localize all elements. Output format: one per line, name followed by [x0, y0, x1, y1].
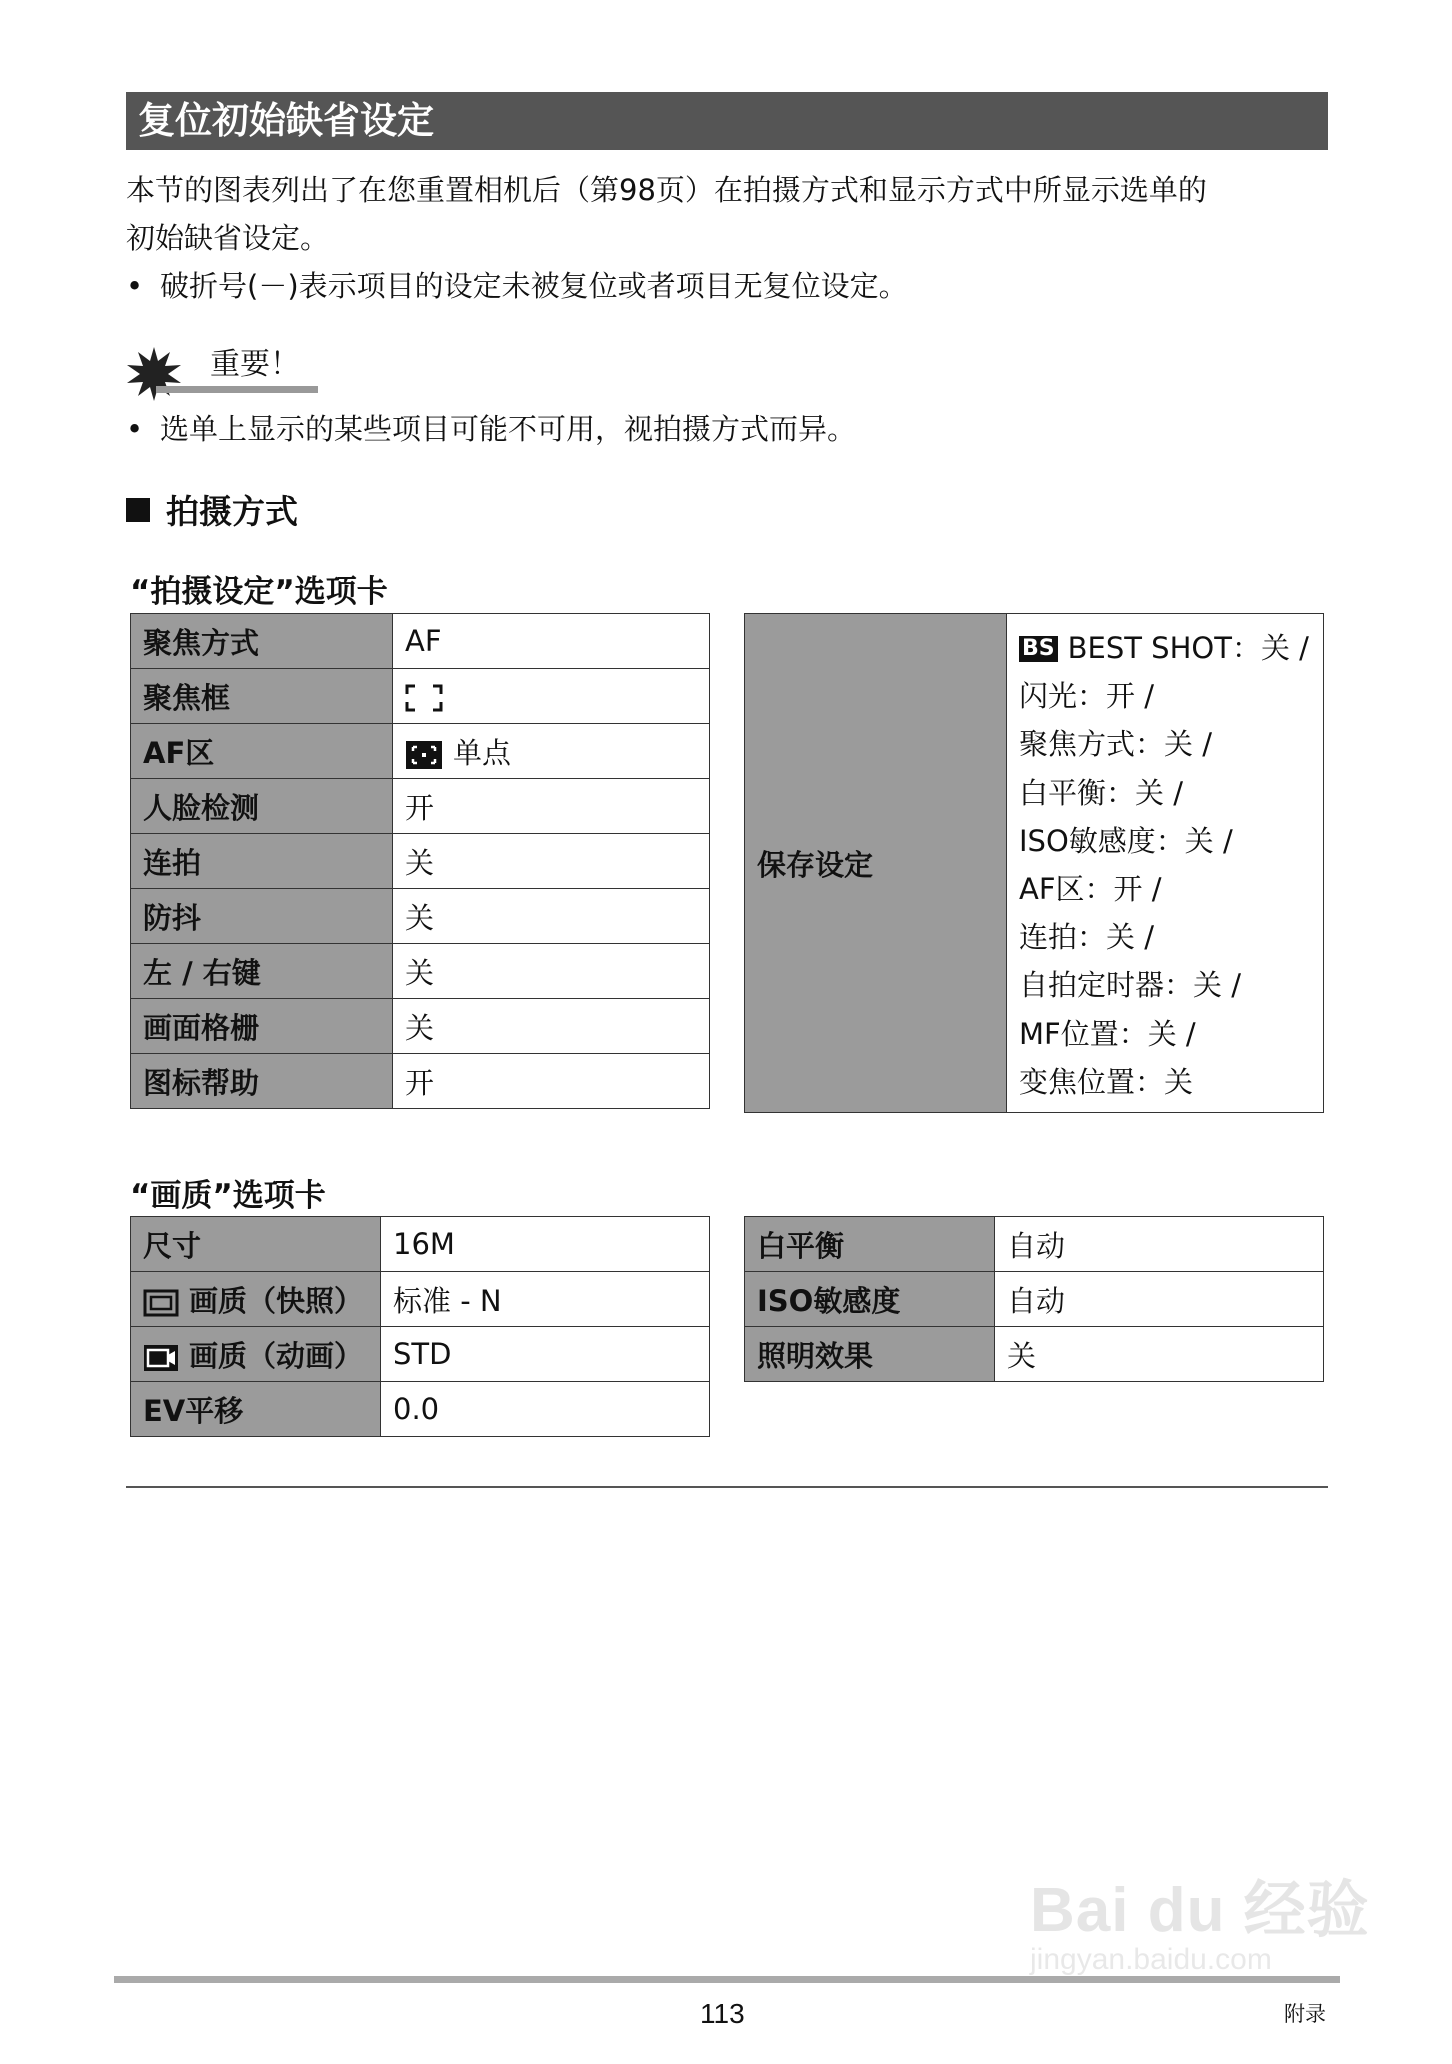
table-value: 开 [393, 1054, 710, 1109]
table-key: 左 / 右键 [131, 944, 393, 999]
section-heading [126, 486, 298, 533]
table-value: 关 [393, 834, 710, 889]
snapshot-quality-label: 画质（快照） [189, 1283, 364, 1318]
list-item: 变焦位置：关 [1019, 1064, 1194, 1099]
table-key [131, 1327, 381, 1382]
intro-bullet-text: 破折号(－)表示项目的设定未被复位或者项目无复位设定。 [160, 269, 908, 303]
snapshot-icon [143, 1289, 179, 1317]
list-item: MF位置：关 / [1019, 1016, 1196, 1051]
watermark-brand: Bai du 经验 [1030, 1876, 1370, 1945]
table-value: 关 [393, 944, 710, 999]
intro-paragraph [126, 166, 1336, 310]
quality-tab-title: “画质”选项卡 [130, 1178, 326, 1214]
table-key: 图标帮助 [131, 1054, 393, 1109]
footer-section-label: 附录 [1284, 2002, 1326, 2026]
table-key: 人脸检测 [131, 779, 393, 834]
table-row [131, 1327, 710, 1382]
table-row [131, 834, 710, 889]
section-heading-text: 拍摄方式 [166, 492, 298, 531]
table-key: 聚焦方式 [131, 614, 393, 669]
intro-bullet [126, 262, 1336, 310]
section-divider [126, 1486, 1328, 1488]
table-row [131, 1382, 710, 1437]
table-value [393, 724, 710, 779]
table-value [393, 669, 710, 724]
table-key: 保存设定 [745, 614, 1007, 1113]
table-row [131, 779, 710, 834]
list-item: 连拍：关 / [1019, 920, 1154, 955]
square-bullet-icon [126, 498, 150, 522]
table-value: 开 [393, 779, 710, 834]
table-key [131, 1272, 381, 1327]
table-key: AF区 [131, 724, 393, 779]
table-row [131, 724, 710, 779]
table-key: EV平移 [131, 1382, 381, 1437]
table-value: AF [393, 614, 710, 669]
table-value: 16M [381, 1217, 710, 1272]
table-row [131, 669, 710, 724]
quality-settings-table-right [744, 1216, 1324, 1382]
movie-icon [143, 1344, 179, 1372]
table-row [745, 614, 1324, 1113]
table-row [131, 999, 710, 1054]
table-row [745, 1272, 1324, 1327]
table-key: 照明效果 [745, 1327, 995, 1382]
baidu-watermark [1030, 1860, 1370, 1977]
list-item: ISO敏感度：关 / [1019, 823, 1233, 858]
table-row [745, 1217, 1324, 1272]
table-value: 0.0 [381, 1382, 710, 1437]
table-row [745, 1327, 1324, 1382]
list-item: 聚焦方式：关 / [1019, 727, 1212, 762]
memory-settings-table [744, 613, 1324, 1113]
af-area-value: 单点 [453, 735, 512, 770]
shooting-tab-title: “拍摄设定”选项卡 [130, 574, 388, 610]
table-value: 关 [393, 889, 710, 944]
page-number: 113 [700, 1998, 745, 2029]
table-row [131, 1054, 710, 1109]
list-item: 自拍定时器：关 / [1019, 968, 1241, 1003]
table-value: 关 [393, 999, 710, 1054]
table-key: 防抖 [131, 889, 393, 944]
list-item-text: BEST SHOT：关 / [1067, 631, 1309, 665]
best-shot-icon: BS [1019, 636, 1058, 662]
table-key: ISO敏感度 [745, 1272, 995, 1327]
quality-settings-table [130, 1216, 710, 1437]
table-value: 关 [995, 1327, 1324, 1382]
memory-items-list [1007, 614, 1323, 1112]
table-value: 自动 [995, 1272, 1324, 1327]
list-item: AF区：开 / [1019, 872, 1162, 907]
table-value: STD [381, 1327, 710, 1382]
list-item: 白平衡：关 / [1019, 775, 1183, 810]
table-row [131, 1217, 710, 1272]
shooting-settings-table [130, 613, 710, 1109]
table-row [131, 944, 710, 999]
important-label: 重要！ [210, 347, 300, 382]
intro-line-1: 本节的图表列出了在您重置相机后（第98页）在拍摄方式和显示方式中所显示选单的 [126, 173, 1207, 207]
movie-quality-label: 画质（动画） [189, 1338, 364, 1373]
footer-divider [114, 1976, 1340, 1983]
table-row [131, 614, 710, 669]
table-value: 标准 - N [381, 1272, 710, 1327]
list-item: 闪光：开 / [1019, 679, 1154, 714]
table-key: 白平衡 [745, 1217, 995, 1272]
spot-af-icon [405, 740, 443, 770]
table-key: 连拍 [131, 834, 393, 889]
table-value: 自动 [995, 1217, 1324, 1272]
table-row [131, 889, 710, 944]
important-bullet-text: 选单上显示的某些项目可能不可用，视拍摄方式而异。 [160, 412, 857, 446]
list-item [1019, 624, 1323, 672]
watermark-url: jingyan.baidu.com [1030, 1943, 1272, 1976]
important-underline [156, 386, 318, 393]
bullet-icon: • [126, 269, 144, 303]
table-key: 画面格栅 [131, 999, 393, 1054]
important-bullet [126, 405, 856, 453]
focus-frame-icon [405, 684, 443, 712]
table-key: 聚焦框 [131, 669, 393, 724]
page-title: 复位初始缺省设定 [126, 92, 1328, 150]
bullet-icon: • [126, 412, 144, 446]
table-key: 尺寸 [131, 1217, 381, 1272]
important-callout [126, 345, 318, 393]
table-row [131, 1272, 710, 1327]
intro-line-2: 初始缺省设定。 [126, 221, 330, 255]
memory-items-cell [1007, 614, 1324, 1113]
